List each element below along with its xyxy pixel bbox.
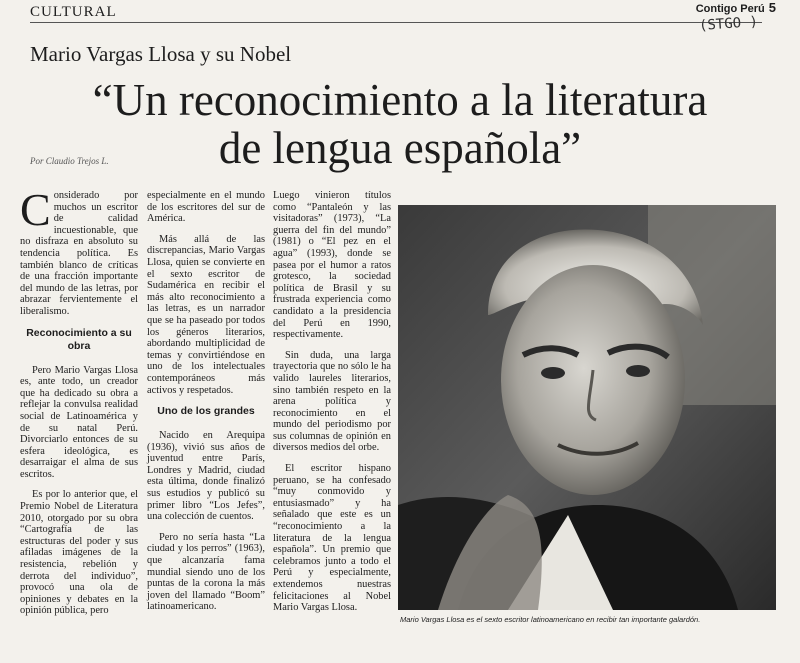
article-headline	[20, 76, 780, 172]
author-portrait-image	[398, 205, 776, 610]
paragraph: Sin duda, una larga trayectoria que no sólo le ha valido laureles literarios, sino también respeto en la arena política y reconocimiento en el mundo del periodismo por sus columnas de opinión en diversos medios del orbe.	[273, 349, 391, 454]
paragraph: Luego vinieron títulos como “Pantaleón y las visitadoras” (1973), “La guerra del fin del mundo” (1981) o “El pez en el agua” (1993), donde se pasea por el humor a ratos grotesco, la sociedad política de Brasil y su frustrada experiencia como candidato a la presidencia del Perú en 1990, respectivamente.	[273, 190, 391, 341]
headline-line-2: de lengua española”	[218, 123, 582, 173]
page-number: 5	[768, 0, 776, 15]
drop-cap: C	[20, 184, 51, 235]
paragraph-text: onsiderado por muchos un escritor de calidad incuestionable, que no disfraza en absoluto su tendencia política. Es también blanco de críticas de una fracción importante del mundo de las letras, por abrazar fervientemente el liberalismo.	[20, 190, 138, 317]
photo-caption: Mario Vargas Llosa es el sexto escritor latinoamericano en recibir tan importante galardón.	[400, 615, 701, 624]
paragraph: Es por lo anterior que, el Premio Nobel de Literatura 2010, otorgado por su obra “Cartografía de las estructuras del poder y sus afiladas imágenes de la resistencia, rebelión y derrota del individuo”, provocó una ola de opiniones y debates en la opinión pública, pero	[20, 489, 138, 617]
paragraph: Pero Mario Vargas Llosa es, ante todo, un creador que ha dedicado su obra a reflejar la convulsa realidad social de Latinoamérica y de su natal Perú. Divorciarlo entonces de su esfera ideológica, es desarraigar el alma de sus escritos.	[20, 364, 138, 480]
article-column-2	[147, 190, 265, 622]
paragraph	[20, 184, 138, 318]
subheading-reconocimiento: Reconocimiento a su obra	[26, 326, 132, 352]
publication-info	[696, 0, 776, 15]
paragraph: Pero no sería hasta “La ciudad y los perros” (1963), que alcanzaría fama mundial siendo uno de los puntas de la corona la más joven del llamado “Boom” latinoamericano.	[147, 531, 265, 613]
article-column-3	[273, 190, 391, 623]
handwritten-note: (STGO )	[698, 13, 759, 35]
paragraph: El escritor hispano peruano, se ha confesado “muy conmovido y entusiasmado” y ha señalado que este es un “reconocimiento a la literatura de la lengua española”. Un premio que celebramos junto a todo el Perú y especialmente, extendemos nuestras felicitaciones al Nobel Mario Vargas Llosa.	[273, 463, 391, 614]
publication-name: Contigo Perú	[695, 3, 765, 15]
paragraph: especialmente en el mundo de los escritores del sur de América.	[147, 190, 265, 225]
paragraph: Nacido en Arequipa (1936), vivió sus años de juventud entre París, Londres y Madrid, ciudad esta última, donde finalizó sus estudios y publicó su primer libro “Los Jefes”, una colección de cuentos.	[147, 430, 265, 523]
article-byline: Por Claudio Trejos L.	[30, 156, 109, 166]
page-header	[0, 0, 800, 35]
article-column-1	[20, 184, 138, 626]
header-rule	[30, 22, 762, 23]
article-kicker: Mario Vargas Llosa y su Nobel	[30, 42, 292, 66]
author-photo	[398, 205, 776, 610]
paragraph: Más allá de las discrepancias, Mario Vargas Llosa, quien se convierte en el sexto escritor de Sudamérica en recibir el más alto reconocimiento a las letras, es un narrador que se ha paseado por todos los géneros literarios, abordando multiplicidad de temas y convirtiéndose en uno de los intelectuales contemporáneos más activos y respetados.	[147, 233, 265, 396]
subheading-uno-de-los-grandes: Uno de los grandes	[157, 405, 255, 418]
headline-line-1: “Un reconocimiento a la literatura	[92, 75, 708, 125]
section-label: CULTURAL	[30, 4, 117, 20]
